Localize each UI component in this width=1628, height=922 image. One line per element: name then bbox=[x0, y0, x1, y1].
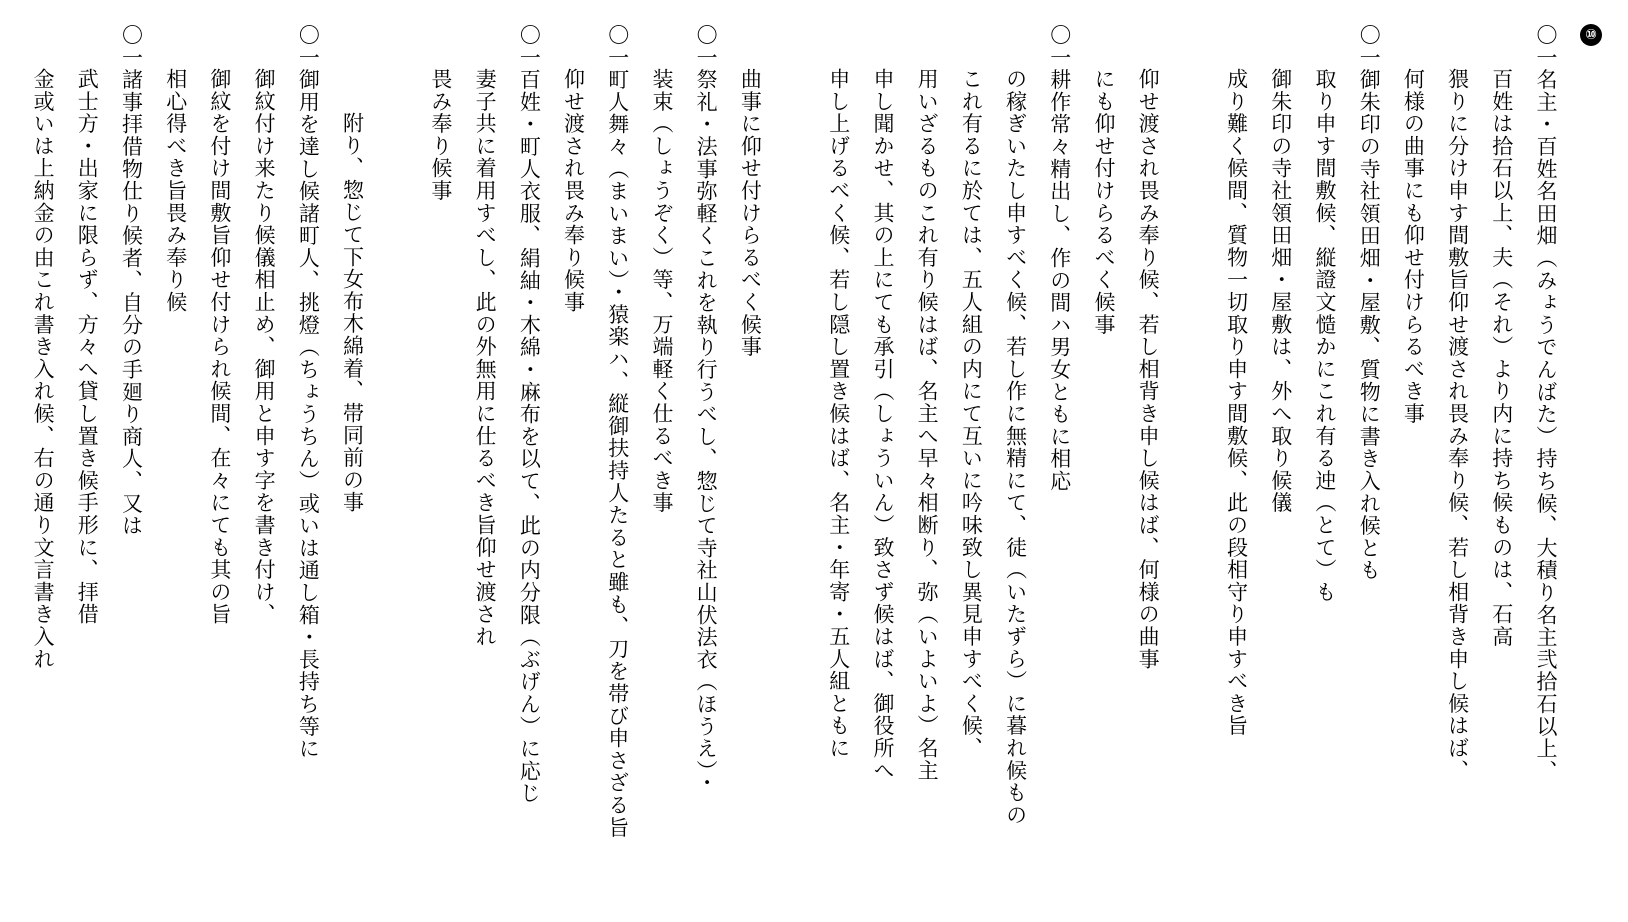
text-line: 妻子共に着用すべし、此の外無用に仕るべき旨仰せ渡され bbox=[473, 68, 498, 648]
text-line: 〇一祭礼・法事弥軽くこれを執り行うべし、惣じて寺社山伏法衣（ほうえ）・ bbox=[694, 24, 719, 794]
blank-line bbox=[1170, 24, 1214, 904]
text-line: 〇一御用を達し候諸町人、挑燈（ちょうちん）或いは通し箱・長持ち等に bbox=[296, 24, 321, 760]
blank-line bbox=[772, 24, 816, 904]
text-line: 金或いは上納金の由これ書き入れ候、右の通り文言書き入れ bbox=[31, 68, 56, 671]
text-line: 武士方・出家に限らず、方々へ貸し置き候手形に、拝借 bbox=[75, 68, 100, 626]
text-line: の稼ぎいたし申すべく候、若し作に無精にて、徒（いたずら）に暮れ候もの bbox=[1003, 68, 1028, 827]
text-line: 御朱印の寺社領田畑・屋敷は、外へ取り候儀 bbox=[1268, 68, 1293, 514]
text-line: 御紋を付け間敷旨仰せ付けられ候間、在々にても其の旨 bbox=[207, 68, 232, 626]
text-line: 猥りに分け申す間敷旨仰せ渡され畏み奉り候、若し相背き申し候はば、 bbox=[1445, 68, 1470, 782]
text-line: 何様の曲事にも仰せ付けらるべき事 bbox=[1401, 68, 1426, 425]
text-line: 仰せ渡され畏み奉り候、若し相背き申し候はば、何様の曲事 bbox=[1136, 68, 1161, 671]
text-line: にも仰せ付けらるべく候事 bbox=[1091, 68, 1116, 336]
text-line: 相心得べき旨畏み奉り候 bbox=[163, 68, 188, 314]
text-line: 附り、惣じて下女布木綿着、帯同前の事 bbox=[340, 112, 365, 514]
text-line: 〇一耕作常々精出し、作の間ハ男女ともに相応 bbox=[1047, 24, 1072, 493]
text-line: 申し上げるべく候、若し隠し置き候はば、名主・年寄・五人組ともに bbox=[826, 68, 851, 760]
text-line: 取り申す間敷候、縦證文慥かにこれ有る迚（とて）も bbox=[1312, 68, 1337, 604]
text-line: 〇一御朱印の寺社領田畑・屋敷、質物に書き入れ候とも bbox=[1357, 24, 1382, 582]
text-line: 御紋付け来たり候儀相止め、御用と申す字を書き付け、 bbox=[252, 68, 277, 626]
text-line: 仰せ渡され畏み奉り候事 bbox=[561, 68, 586, 314]
text-line: 曲事に仰せ付けらるべく候事 bbox=[738, 68, 763, 358]
document-body bbox=[21, 24, 1568, 904]
text-line: 〇一町人舞々（まいまい）・猿楽ハ、縦御扶持人たると雖も、刀を帯び申さざる旨 bbox=[605, 24, 630, 839]
text-line: 〇一百姓・町人衣服、絹紬・木綿・麻布を以て、此の内分限（ぶげん）に応じ bbox=[517, 24, 542, 805]
blank-line bbox=[375, 24, 419, 904]
text-line: 成り難く候間、質物一切取り申す間敷候、此の段相守り申すべき旨 bbox=[1224, 68, 1249, 737]
text-line: 百姓は拾石以上、夫（それ）より内に持ち候ものは、石高 bbox=[1489, 68, 1514, 648]
text-line: 用いざるものこれ有り候はば、名主へ早々相断り、弥（いよいよ）名主 bbox=[915, 68, 940, 782]
text-line: 申し聞かせ、其の上にても承引（しょういん）致さず候はば、御役所へ bbox=[870, 68, 895, 782]
text-line: 畏み奉り候事 bbox=[428, 68, 453, 202]
text-line: 装束（しょうぞく）等、万端軽く仕るべき事 bbox=[649, 68, 674, 514]
text-line: これ有るに於ては、五人組の内にて互いに吟味致し異見申すべく候、 bbox=[959, 68, 984, 760]
page-number-badge: ⑩ bbox=[1580, 24, 1602, 46]
text-line: 〇一名主・百姓名田畑（みょうでんばた）持ち候、大積り名主弐拾石以上、 bbox=[1534, 24, 1558, 783]
text-line: 〇一諸事拝借物仕り候者、自分の手廻り商人、又は bbox=[119, 24, 144, 537]
